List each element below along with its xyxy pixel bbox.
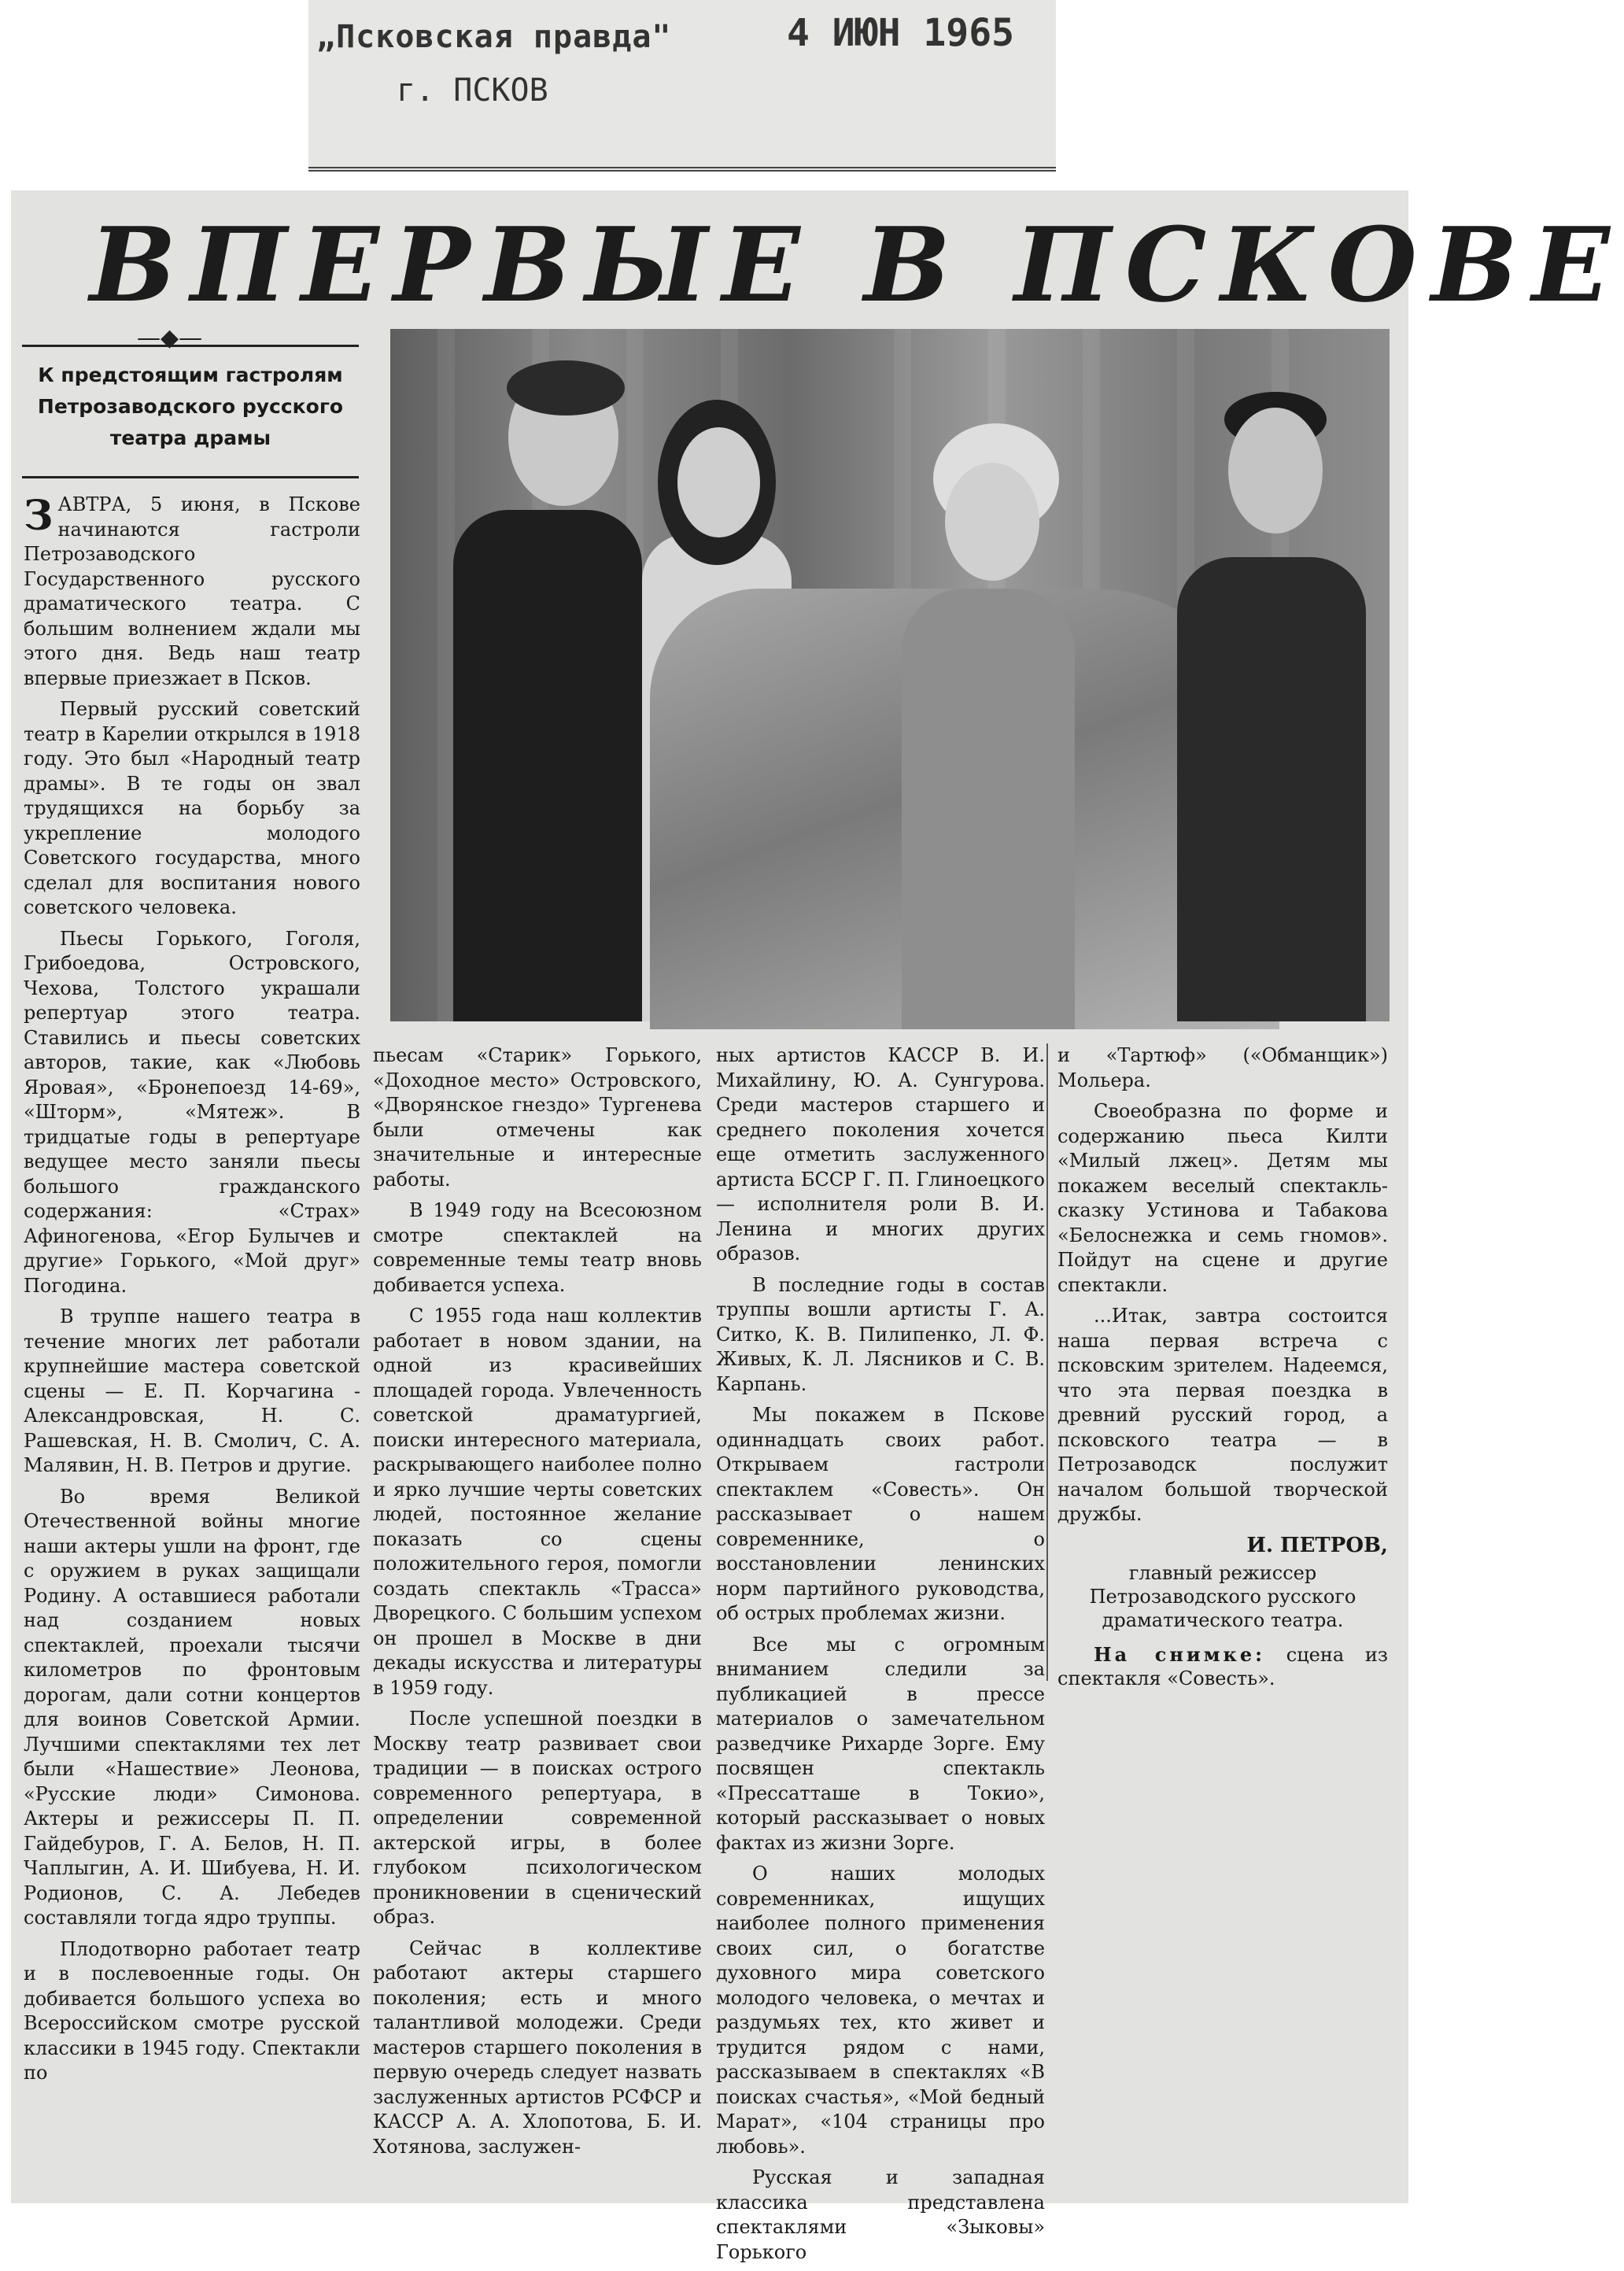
drop-cap: З xyxy=(24,492,54,540)
actor-head xyxy=(1228,408,1323,534)
article-paragraph: Все мы с огромным вниманием следили за публикацией в прессе материалов о замечательном разведчике Рихарде Зорге. Ему посвящен спектакль «Прессатташе в Токио», который рассказывает о новых фактах из жизни Зорге. xyxy=(716,1633,1045,1854)
article-paragraph: Сейчас в коллективе работают актеры старшего поколения; есть и много талантливой молодежи. Среди мастеров старшего поколения в первую очередь следует назвать заслуженных артистов РСФСР и КАССР А. А. Хлопотова, Б. И. Хотянова, заслужен- xyxy=(373,1937,702,2158)
article-paragraph: После успешной поездки в Москву театр развивает свои традиции — в поисках острого современного репертуара, в определении современной актерской игры, в более глубоком психологическом проникновении в сценический образ. xyxy=(373,1708,702,1928)
newspaper-city: г. ПСКОВ xyxy=(397,72,548,109)
actress-head xyxy=(945,463,1039,581)
lead-subheading: К предстоящим гастролям Петрозаводского русского театра драмы xyxy=(22,345,359,478)
article-column-3 xyxy=(716,1043,1045,2271)
article-paragraph: ных артистов КАССР В. И. Михайлину, Ю. А. Сунгурова. Среди мастеров старшего и среднего поколения хочется еще отметить заслуженного артиста БССР Г. П. Глиноецкого — исполнителя роли В. И. Ленина и многих других образов. xyxy=(716,1044,1045,1265)
actor-figure xyxy=(453,510,642,1021)
article-paragraph: ЗАВТРА, 5 июня, в Пскове начинаются гастроли Петрозаводского Государственного русского драматического театра. С большим волнением ждали мы этого дня. Ведь наш театр впервые приезжает в Псков. xyxy=(24,492,360,689)
article-column-4 xyxy=(1057,1043,1388,1697)
author-signature: И. ПЕТРОВ, xyxy=(1246,1533,1388,1557)
newspaper-label xyxy=(308,0,1056,172)
article-paragraph: В 1949 году на Всесоюзном смотре спектаклей на современные темы театр вновь добивается успеха. xyxy=(373,1199,702,1296)
clipping-date-stamp: 4 ИЮН 1965 xyxy=(787,11,1014,55)
article-paragraph: О наших молодых современниках, ищущих наиболее полного применения своих сил, о богатстве духовного мира советского молодого человека, о мечтах и раздумьях тех, кто живет и трудится рядом с нами, рассказываем в спектаклях «В поисках счастья», «Мой бедный Марат», «104 страницы про любовь». xyxy=(716,1863,1045,2158)
headline: ВПЕРВЫЕ В ПСКОВЕ xyxy=(90,205,1624,325)
article-paragraph: ...Итак, завтра состоится наша первая встреча с псковским зрителем. Надеемся, что эта первая поездка в древний русский город, а псковского театра — в Петрозаводск послужит началом большой творческой дружбы. xyxy=(1057,1305,1388,1525)
author-role: главный режиссер Петрозаводского русского драматического театра. xyxy=(1089,1562,1356,1631)
stage-photo xyxy=(390,329,1390,1021)
article-paragraph: и «Тартюф» («Обманщик») Мольера. xyxy=(1057,1044,1388,1091)
article-paragraph: Во время Великой Отечественной войны многие наши актеры ушли на фронт, где с оружием в руках защищали Родину. А оставшиеся работали над созданием новых спектаклей, проехали тысячи километров по фронтовым дорогам, дали сотни концертов для воинов Советской Армии. Лучшими спектаклями тех лет были «Нашествие» Леонова, «Русские люди» Симонова. Актеры и режиссеры П. П. Гайдебуров, Г. А. Белов, Н. П. Чаплыгин, А. И. Шибуева, Н. И. Родионов, С. А. Лебедев составляли тогда ядро труппы. xyxy=(24,1485,360,1929)
article-column-2 xyxy=(373,1043,702,2166)
actor-figure xyxy=(1177,557,1366,1021)
article-paragraph: Мы покажем в Пскове одиннадцать своих работ. Открываем гастроли спектаклем «Совесть». Он рассказывает о нашем современнике, о восстановлении ленинских норм партийного руководства, об острых проблемах жизни. xyxy=(716,1404,1045,1624)
article-paragraph: С 1955 года наш коллектив работает в новом здании, на одной из красивейших площадей города. Увлеченность советской драматургией, поиски интересного материала, раскрывающего наиболее полно и ярко лучшие черты советских людей, постоянное желание показать со сцены положительного героя, помогли создать спектакль «Трасса» Дворецкого. С большим успехом он прошел в Москве в дни декады искусства и литературы в 1959 году. xyxy=(373,1305,702,1699)
newspaper-clipping xyxy=(11,190,1624,2263)
photo-caption: На снимке: сцена из спектакля «Совесть». xyxy=(1057,1643,1389,1689)
article-paragraph: Плодотворно работает театр и в послевоенные годы. Он добивается большого успеха во Всероссийском смотре русской классики в 1945 году. Спектакли по xyxy=(24,1937,360,2084)
newspaper-name: „Псковская правда" xyxy=(316,19,672,55)
article-paragraph: Пьесы Горького, Гоголя, Грибоедова, Островского, Чехова, Толстого украшали репертуар этого театра. Ставились и пьесы советских авторов, такие, как «Любовь Яровая», «Бронепоезд 14-69», «Шторм», «Мятеж». В тридцатые годы в репертуаре ведущее место заняли пьесы большого гражданского содержания: «Страх» Афиногенова, «Егор Булычев и другие» Горького, «Мой друг» Погодина. xyxy=(24,927,360,1297)
article-paragraph: Русская и западная классика представлена спектаклями «Зыковы» Горького xyxy=(716,2166,1045,2263)
actress-head xyxy=(677,427,760,537)
article-paragraph: Своеобразна по форме и содержанию пьеса Килти «Милый лжец». Детям мы покажем веселый спектакль-сказку Устинова и Табакова «Белоснежка и семь гномов». Пойдут на сцене и другие спектакли. xyxy=(1057,1100,1388,1296)
article-column-1 xyxy=(24,493,360,2092)
article-paragraph: В труппе нашего театра в течение многих лет работали крупнейшие мастера советской сцены — Е. П. Корчагина - Александровская, Н. С. Рашевская, Н. В. Смолич, С. А. Малявин, Н. В. Петров и другие. xyxy=(24,1305,360,1476)
article-paragraph: Первый русский советский театр в Карелии открылся в 1918 году. Это был «Народный театр драмы». В те годы он звал трудящихся на борьбу за укрепление молодого Советского государства, много сделал для воспитания нового советского человека. xyxy=(24,698,360,918)
ornament-divider-icon: —◆— xyxy=(137,324,203,352)
article-paragraph: пьесам «Старик» Горького, «Доходное место» Островского, «Дворянское гнездо» Тургенева были отмечены как значительные и интересные работы. xyxy=(373,1044,702,1191)
article-paragraph: В последние годы в состав труппы вошли артисты Г. А. Ситко, К. В. Пилипенко, Л. Ф. Живых, К. Л. Лясников и С. В. Карпань. xyxy=(716,1273,1045,1395)
